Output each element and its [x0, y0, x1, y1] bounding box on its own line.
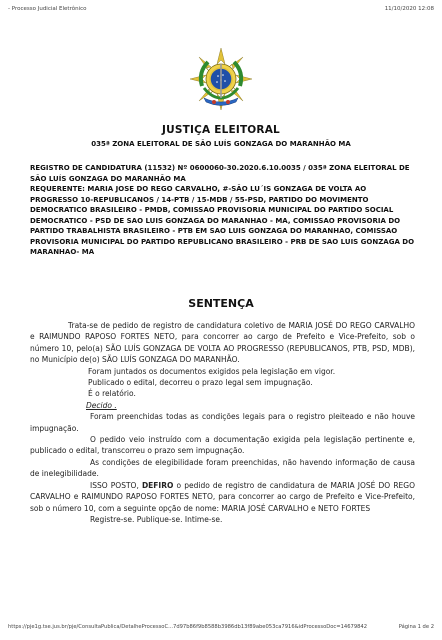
paragraph-9-verdict: DEFIRO [141, 480, 174, 490]
page-number: Página 1 de 2 [398, 624, 434, 630]
case-header [30, 163, 415, 258]
paragraph-1: Trata-se de pedido de registro de candidatura coletivo de MARIA JOSÉ DO REGO CARVALHO e RAIMUNDO RAPOSO FORTES NETO, para concorrer ao cargo de Prefeito e Vice-Prefeito, sob o número 10, pelo(a) SÃO LUÍS GONZAGA DE VOLTA AO PROGRESSO (REPUBLICANOS, PTB, PSD, MDB), no Município de(o) SÃO LUÍS GONZAGA DO MARANHÃO. [30, 321, 415, 365]
paragraph-3: Publicado o edital, decorreu o prazo legal sem impugnação. [88, 378, 313, 388]
paragraph-8: As condições de elegibilidade foram preenchidas, não havendo informação de causa de inelegibilidade. [30, 457, 415, 479]
print-header [8, 6, 434, 16]
requerente-line: REQUERENTE: MARIA JOSE DO REGO CARVALHO, #-SÃO LU´IS GONZAGA DE VOLTA AO PROGRESSO 10-REPUBLICANOS / 14-PTB / 15-MDB / 55-PSD, PARTIDO DO MOVIMENTO DEMOCRATICO BRASILEIRO - PMDB, COMISSAO PROVISORIA MUNICIPAL DO PARTIDO SOCIAL DEMOCRATICO - PSD DE SAO LUIS GONZAGA DO MARANHAO - MA, COMISSAO PROVISORIA DO PARTIDO TRABALHISTA BRASILEIRO - PTB EM SAO LUIS GONZAGA DO MARANHAO, COMISSAO PROVISORIA MUNICIPAL DO PARTIDO REPUBLICANO BRASILEIRO - PRB DE SAO LUIS GONZAGA DO MARANHAO- MA [30, 185, 415, 256]
sentence-body [30, 320, 415, 525]
paragraph-4: É o relatório. [88, 389, 136, 399]
registro-line: REGISTRO DE CANDIDATURA (11532) Nº 0600060-30.2020.6.10.0035 / 035ª ZONA ELEITORAL DE SÃO LUÍS GONZAGA DO MARANHÃO MA [30, 164, 410, 183]
paragraph-2: Foram juntados os documentos exigidos pela legislação em vigor. [88, 366, 336, 376]
print-title: - Processo Judicial Eletrônico [8, 6, 87, 12]
court-name: JUSTIÇA ELEITORAL [162, 124, 280, 136]
paragraph-7: O pedido veio instruído com a documentação exigida pela legislação pertinente e, publicado o edital, transcorreu o prazo sem impugnação. [30, 435, 415, 456]
paragraph-9-lead: ISSO POSTO, [90, 480, 142, 490]
paragraph-10: Registre-se. Publique-se. Intime-se. [90, 514, 223, 524]
sentence-title: SENTENÇA [188, 297, 254, 310]
paragraph-9-rest: o pedido de registro de candidatura de MARIA JOSÉ DO REGO CARVALHO e RAIMUNDO RAPOSO FORTES NETO, para concorrer ao cargo de Prefeito e Vice-Prefeito, sob o número 10, com a seguinte opção de nome: MARIA JOSÉ CARVALHO e NETO FORTES [30, 480, 415, 513]
paragraph-6: Foram preenchidas todas as condições legais para o registro pleiteado e não houve impugnação. [30, 412, 415, 433]
paragraph-decido: Decido . [86, 400, 117, 410]
paragraph-9 [30, 480, 415, 514]
document-url[interactable]: https://pje1g.tse.jus.br/pje/ConsultaPublica/DetalheProcessoC...7d97b86f9b8588b3986db13f89abe053ca7916&idProcessoDoc=14679842 [8, 624, 368, 630]
print-footer [8, 624, 434, 634]
electoral-zone: 035ª ZONA ELEITORAL DE SÃO LUÍS GONZAGA DO MARANHÃO MA [91, 140, 351, 148]
brazil-coat-of-arms-icon [188, 46, 254, 112]
print-datetime: 11/10/2020 12:08 [384, 6, 434, 12]
